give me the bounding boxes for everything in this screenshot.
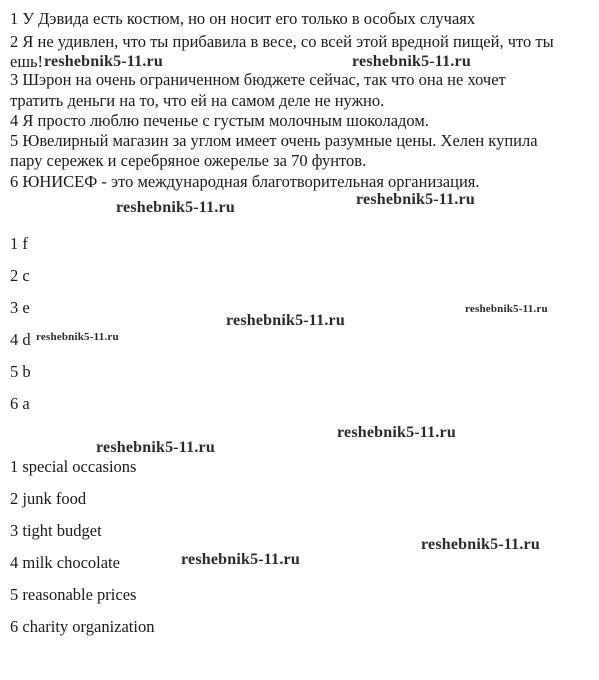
phrase-answer-1: 1 special occasions bbox=[10, 457, 137, 476]
translation-line-1: 1 У Дэвида есть костюм, но он носит его только в особых случаях bbox=[10, 9, 476, 28]
phrase-answer-6: 6 charity organization bbox=[10, 617, 155, 636]
translation-line-5: 5 Ювелирный магазин за углом имеет очень разумные цены. Хелен купила bbox=[10, 131, 538, 150]
translation-line-4: 4 Я просто люблю печенье с густым молочным шоколадом. bbox=[10, 111, 429, 130]
watermark: reshebnik5-11.ru bbox=[352, 53, 471, 70]
watermark: reshebnik5-11.ru bbox=[337, 424, 456, 441]
watermark: reshebnik5-11.ru bbox=[96, 439, 215, 456]
translation-line-6: 6 ЮНИСЕФ - это международная благотворительная организация. bbox=[10, 172, 480, 191]
phrase-answer-2: 2 junk food bbox=[10, 489, 87, 508]
matching-answer-6: 6 a bbox=[10, 394, 30, 413]
watermark: reshebnik5-11.ru bbox=[421, 536, 540, 553]
translation-line-2-cont: ешь! bbox=[10, 52, 44, 71]
matching-answer-4: 4 d bbox=[10, 330, 31, 349]
watermark: reshebnik5-11.ru bbox=[44, 53, 163, 70]
translation-line-2: 2 Я не удивлен, что ты прибавила в весе, со всей этой вредной пищей, что ты bbox=[10, 32, 554, 51]
matching-answer-3: 3 e bbox=[10, 298, 30, 317]
watermark: reshebnik5-11.ru bbox=[465, 303, 548, 315]
phrase-answer-5: 5 reasonable prices bbox=[10, 585, 137, 604]
phrase-answer-4: 4 milk chocolate bbox=[10, 553, 120, 572]
phrase-answer-3: 3 tight budget bbox=[10, 521, 102, 540]
matching-answer-5: 5 b bbox=[10, 362, 31, 381]
translation-line-5-cont: пару сережек и серебряное ожерелье за 70 фунтов. bbox=[10, 151, 367, 170]
translation-line-3: 3 Шэрон на очень ограниченном бюджете сейчас, так что она не хочет bbox=[10, 70, 506, 89]
matching-answer-1: 1 f bbox=[10, 234, 28, 253]
watermark: reshebnik5-11.ru bbox=[36, 331, 119, 343]
watermark: reshebnik5-11.ru bbox=[116, 199, 235, 216]
matching-answer-2: 2 c bbox=[10, 266, 30, 285]
watermark: reshebnik5-11.ru bbox=[226, 312, 345, 329]
translation-line-3-cont: тратить деньги на то, что ей на самом деле не нужно. bbox=[10, 91, 385, 110]
watermark: reshebnik5-11.ru bbox=[356, 191, 475, 208]
watermark: reshebnik5-11.ru bbox=[181, 551, 300, 568]
